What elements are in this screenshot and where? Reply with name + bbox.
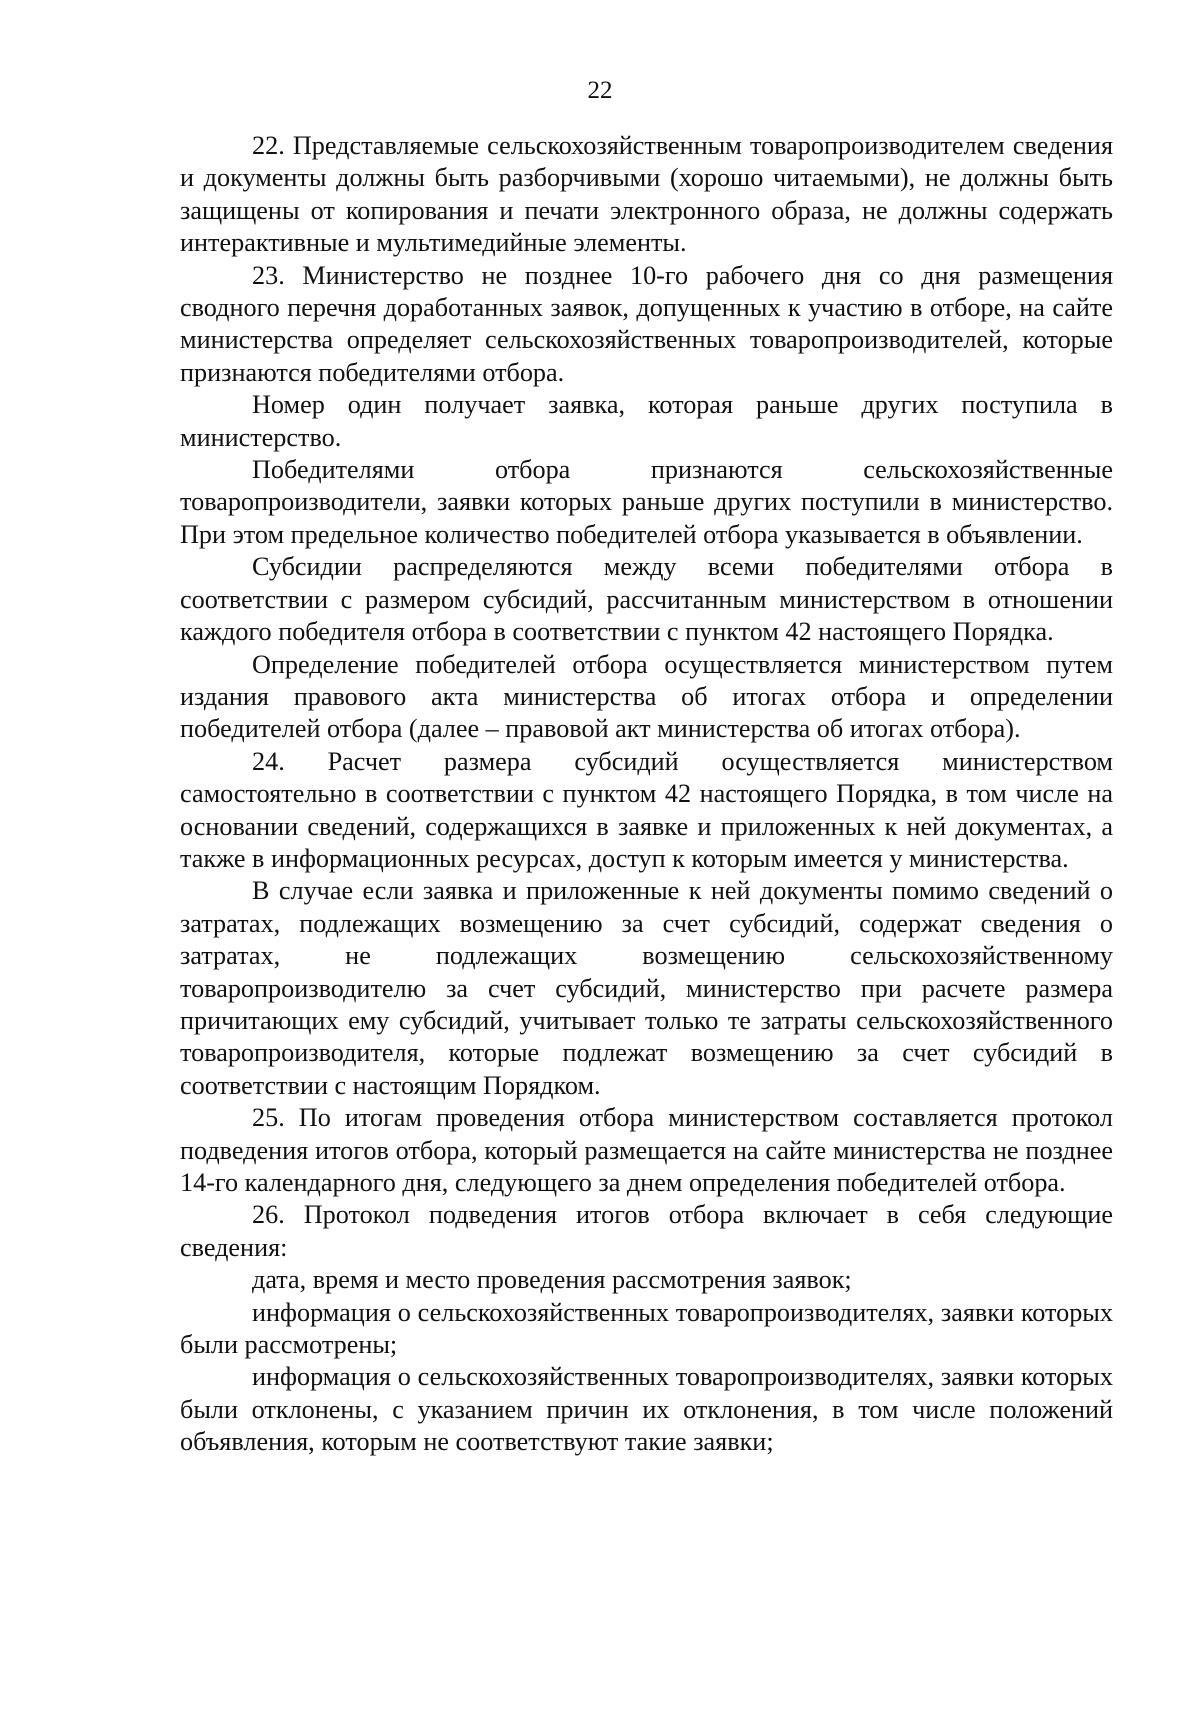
paragraph-23-winners: Победителями отбора признаются сельскохозяйственные товаропроизводители, заявки которых раньше других поступили в министерство. При этом предельное количество победителей отбора указывается в объявлении. xyxy=(180,455,1113,549)
paragraph-26-item-date: дата, время и место проведения рассмотрения заявок; xyxy=(252,1265,852,1295)
paragraph-23-determination: Определение победителей отбора осуществляется министерством путем издания правового акта министерства об итогах отбора и определении победителей отбора (далее – правовой акт министерства об итогах отбора). xyxy=(180,649,1113,744)
paragraph-23-distribution: Субсидии распределяются между всеми победителями отбора в соответствии с размером субсидий, рассчитанным министерством в отношении каждого победителя отбора в соответствии с пунктом 42 настоящего Порядка. xyxy=(180,552,1113,647)
paragraph-24: 24. Расчет размера субсидий осуществляется министерством самостоятельно в соответствии с пунктом 42 настоящего Порядка, в том числе на основании сведений, содержащихся в заявке и приложенных к ней документах, а также в информационных ресурсах, доступ к которым имеется у министерства. xyxy=(180,746,1113,873)
paragraph-22: 22. Представляемые сельскохозяйственным товаропроизводителем сведения и документы должны быть разборчивыми (хорошо читаемыми), не должны быть защищены от копирования и печати электронного образа, не должны содержать интерактивные и мультимедийные элементы. xyxy=(180,131,1113,258)
paragraph-26-item-reviewed: информация о сельскохозяйственных товаропроизводителях, заявки которых были рассмотрены; xyxy=(180,1297,1113,1360)
paragraph-25: 25. По итогам проведения отбора министерством составляется протокол подведения итогов отбора, который размещается на сайте министерства не позднее 14-го календарного дня, следующего за днем определения победителей отбора. xyxy=(180,1103,1113,1197)
paragraph-26-item-rejected: информация о сельскохозяйственных товаропроизводителях, заявки которых были отклонены, с указанием причин их отклонения, в том числе положений объявления, которым не соответствуют такие заявки; xyxy=(180,1362,1113,1457)
paragraph-26: 26. Протокол подведения итогов отбора включает в себя следующие сведения: xyxy=(180,1200,1113,1262)
document-body xyxy=(180,130,1113,1459)
paragraph-23: 23. Министерство не позднее 10-го рабочего дня со дня размещения сводного перечня доработанных заявок, допущенных к участию в отборе, на сайте министерства определяет сельскохозяйственных товаропроизводителей, которые признаются победителями отбора. xyxy=(180,260,1113,387)
page-number: 22 xyxy=(587,77,613,104)
paragraph-23-number-one: Номер один получает заявка, которая раньше других поступила в министерство. xyxy=(180,390,1113,452)
paragraph-24-costs: В случае если заявка и приложенные к ней документы помимо сведений о затратах, подлежащих возмещению за счет субсидий, содержат сведения о затратах, не подлежащих возмещению сельскохозяйственному товаропроизводителю за счет субсидий, министерство при расчете размера причитающих ему субсидий, учитывает только те затраты сельскохозяйственного товаропроизводителя, которые подлежат возмещению за счет субсидий в соответствии с настоящим Порядком. xyxy=(180,876,1113,1100)
